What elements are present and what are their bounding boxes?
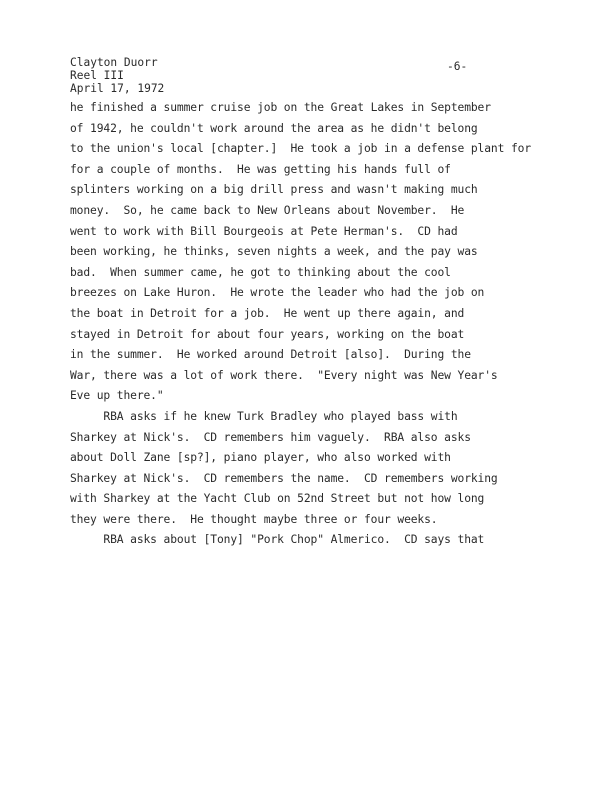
text-line: went to work with Bill Bourgeois at Pete Herman's. CD had [70,224,458,238]
text-line: for a couple of months. He was getting his hands full of [70,162,451,176]
text-line: RBA asks if he knew Turk Bradley who played bass with [70,409,458,423]
text-line: he finished a summer cruise job on the Great Lakes in September [70,101,491,114]
text-line: money. So, he came back to New Orleans about November. He [70,203,465,217]
interviewee-name: Clayton Duorr [70,56,158,69]
interview-date: April 17, 1972 [70,82,165,95]
text-line: with Sharkey at the Yacht Club on 52nd Street but not how long [70,492,485,506]
document-header [70,56,164,95]
text-line: in the summer. He worked around Detroit [also]. During the [70,348,471,362]
text-line: been working, he thinks, seven nights a week, and the pay was [70,245,478,259]
text-line: they were there. He thought maybe three or four weeks. [70,512,438,526]
transcript-body [70,98,590,551]
text-line: Sharkey at Nick's. CD remembers the name. CD remembers working [70,471,498,485]
text-line: about Doll Zane [sp?], piano player, who also worked with [70,451,451,465]
text-line: the boat in Detroit for a job. He went up there again, and [70,306,465,320]
reel-number: Reel III [70,69,124,82]
text-line: splinters working on a big drill press and wasn't making much [70,183,478,197]
text-line: RBA asks about [Tony] "Pork Chop" Almerico. CD says that [70,533,485,547]
page-number: -6- [447,60,468,73]
text-line: Eve up there." [70,389,164,403]
text-line: bad. When summer came, he got to thinking about the cool [70,265,451,279]
text-line: War, there was a lot of work there. "Every night was New Year's [70,368,498,382]
text-line: of 1942, he couldn't work around the area as he didn't belong [70,121,478,135]
text-line: stayed in Detroit for about four years, working on the boat [70,327,465,341]
text-line: to the union's local [chapter.] He took a job in a defense plant for [70,142,532,156]
text-line: Sharkey at Nick's. CD remembers him vaguely. RBA also asks [70,430,471,444]
text-line: breezes on Lake Huron. He wrote the leader who had the job on [70,286,485,300]
